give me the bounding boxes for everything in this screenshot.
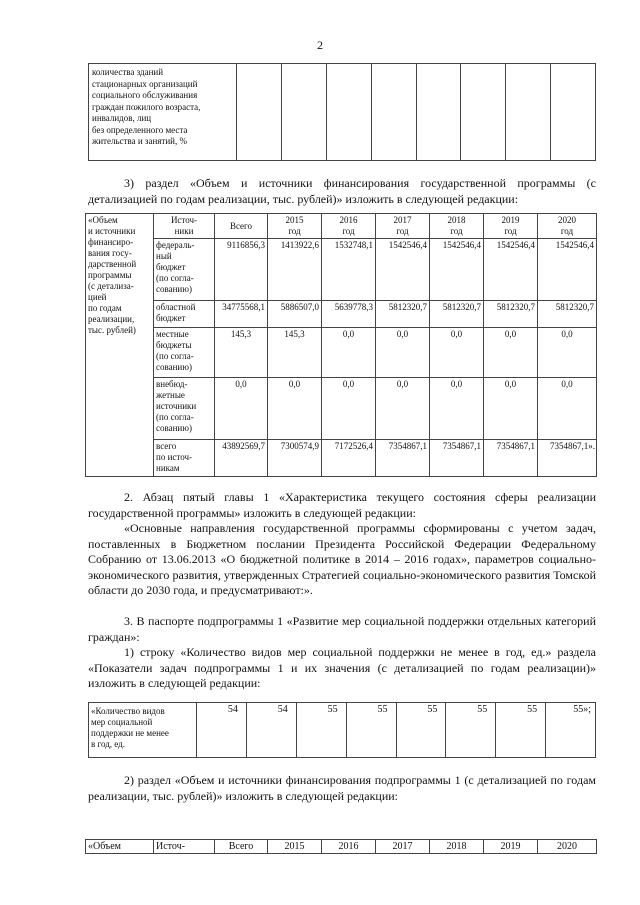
value-cell: 0,0 <box>484 328 538 378</box>
table-cell <box>326 64 371 161</box>
table-cell <box>416 64 461 161</box>
value-cell: 1542546,4 <box>484 239 538 301</box>
year-header: 2019 год <box>484 214 538 239</box>
year-header: 2016 год <box>322 214 376 239</box>
indicator-table-fragment <box>88 63 596 161</box>
value-cell: 55 <box>446 703 496 758</box>
table-cell: 2017 <box>376 840 430 854</box>
paragraph-3-1: 1) строку «Количество видов мер социальной поддержки не менее в год, ед.» раздела «Показатели задач подпрограммы 1 и их значения (с детализацией по годам реализации)» изложить в следующей редакции: <box>88 645 596 690</box>
table-cell: 2020 <box>538 840 597 854</box>
value-cell: 5639778,3 <box>322 301 376 328</box>
value-cell: 0,0 <box>322 378 376 440</box>
value-cell: 7354867,1 <box>376 440 430 477</box>
table-cell: 2015 <box>268 840 322 854</box>
year-header: 2015 год <box>268 214 322 239</box>
table-row <box>86 378 597 440</box>
table-row <box>86 440 597 477</box>
paragraph-2: 2. Абзац пятый главы 1 «Характеристика текущего состояния сферы реализации государственной программы» изложить в следующей редакции: <box>88 490 596 520</box>
source-cell: местные бюджеты (по согла- сованию) <box>154 328 215 378</box>
value-cell: 1542546,4 <box>538 239 597 301</box>
total-cell: 34775568,1 <box>215 301 268 328</box>
value-cell: 0,0 <box>376 378 430 440</box>
total-cell: 0,0 <box>215 378 268 440</box>
value-cell: 1542546,4 <box>430 239 484 301</box>
year-header: 2017 год <box>376 214 430 239</box>
financing-label: «Объем и источники финансиро- вания госу- дарственной программы (с детализа- цией по годам реализации, тыс. рублей) <box>86 214 154 477</box>
total-cell: 43892569,7 <box>215 440 268 477</box>
table-cell: «Объем <box>86 840 154 854</box>
year-header: 2020 год <box>538 214 597 239</box>
subprogram-financing-table-fragment <box>85 839 597 854</box>
paragraph-section3: 3) раздел «Объем и источники финансирования государственной программы (с детализацией по годам реализации, тыс. рублей)» изложить в следующей редакции: <box>88 176 596 206</box>
value-cell: 7354867,1 <box>430 440 484 477</box>
value-cell: 55 <box>296 703 346 758</box>
value-cell: 55 <box>346 703 396 758</box>
paragraph-3-2: 2) раздел «Объем и источники финансирования подпрограммы 1 (с детализацией по годам реализации, тыс. рублей)» изложить в следующей редакции: <box>88 773 596 803</box>
source-cell: федераль- ный бюджет (по согла- сованию) <box>154 239 215 301</box>
table-row <box>86 239 597 301</box>
table-row <box>86 301 597 328</box>
value-cell: 5812320,7 <box>430 301 484 328</box>
table-cell <box>371 64 416 161</box>
table-cell: Источ- <box>154 840 215 854</box>
measures-label: «Количество видов мер социальной поддержки не менее в год, ед. <box>89 703 197 758</box>
value-cell: 0,0 <box>538 328 597 378</box>
table-cell <box>281 64 326 161</box>
paragraph-3: 3. В паспорте подпрограммы 1 «Развитие мер социальной поддержки отдельных категорий граждан»: <box>88 614 596 644</box>
financing-table <box>85 213 597 477</box>
table-cell: 2016 <box>322 840 376 854</box>
value-cell: 7300574,9 <box>268 440 322 477</box>
value-cell: 5812320,7 <box>376 301 430 328</box>
value-cell: 0,0 <box>376 328 430 378</box>
table-cell: 2019 <box>484 840 538 854</box>
value-cell: 0,0 <box>430 378 484 440</box>
table-cell <box>551 64 596 161</box>
table-cell <box>237 64 282 161</box>
value-cell: 0,0 <box>430 328 484 378</box>
table-cell: Всего <box>215 840 268 854</box>
value-cell: 7354867,1». <box>538 440 597 477</box>
value-cell: 55 <box>396 703 446 758</box>
value-cell: 54 <box>197 703 247 758</box>
value-cell: 1532748,1 <box>322 239 376 301</box>
value-cell: 55 <box>496 703 546 758</box>
value-cell: 0,0 <box>268 378 322 440</box>
source-cell: областной бюджет <box>154 301 215 328</box>
value-cell: 0,0 <box>484 378 538 440</box>
value-cell: 5886507,0 <box>268 301 322 328</box>
total-header: Всего <box>215 214 268 239</box>
value-cell: 145,3 <box>268 328 322 378</box>
paragraph-quote: «Основные направления государственной программы сформированы с учетом задач, поставленных в Бюджетном послании Президента Российской Федерации Федеральному Собранию от 13.06.2013 «О бюджетной политике в 2014 – 2016 годах», параметров социально-экономического развития, утвержденных Стратегией социально-экономического развития Томской области до 2030 года, и предусматривают:». <box>88 521 596 597</box>
table-cell: 2018 <box>430 840 484 854</box>
value-cell: 7354867,1 <box>484 440 538 477</box>
total-cell: 9116856,3 <box>215 239 268 301</box>
table-cell <box>461 64 506 161</box>
value-cell: 7172526,4 <box>322 440 376 477</box>
source-header: Источ- ники <box>154 214 215 239</box>
value-cell: 1542546,4 <box>376 239 430 301</box>
year-header: 2018 год <box>430 214 484 239</box>
value-cell: 54 <box>246 703 296 758</box>
value-cell: 5812320,7 <box>538 301 597 328</box>
source-cell: всего по источ- никам <box>154 440 215 477</box>
table-row <box>86 328 597 378</box>
page-number: 2 <box>317 38 323 52</box>
value-cell: 0,0 <box>322 328 376 378</box>
value-cell: 5812320,7 <box>484 301 538 328</box>
measures-table <box>88 702 596 758</box>
indicator-row-label: количества зданий стационарных организаций социального обслуживания граждан пожилого возраста, инвалидов, лиц без определенного места жительства и занятий, % <box>89 64 237 161</box>
value-cell: 1413922,6 <box>268 239 322 301</box>
source-cell: внебюд- жетные источники (по согла- сованию) <box>154 378 215 440</box>
value-cell: 55»; <box>546 703 596 758</box>
total-cell: 145,3 <box>215 328 268 378</box>
table-cell <box>506 64 551 161</box>
value-cell: 0,0 <box>538 378 597 440</box>
